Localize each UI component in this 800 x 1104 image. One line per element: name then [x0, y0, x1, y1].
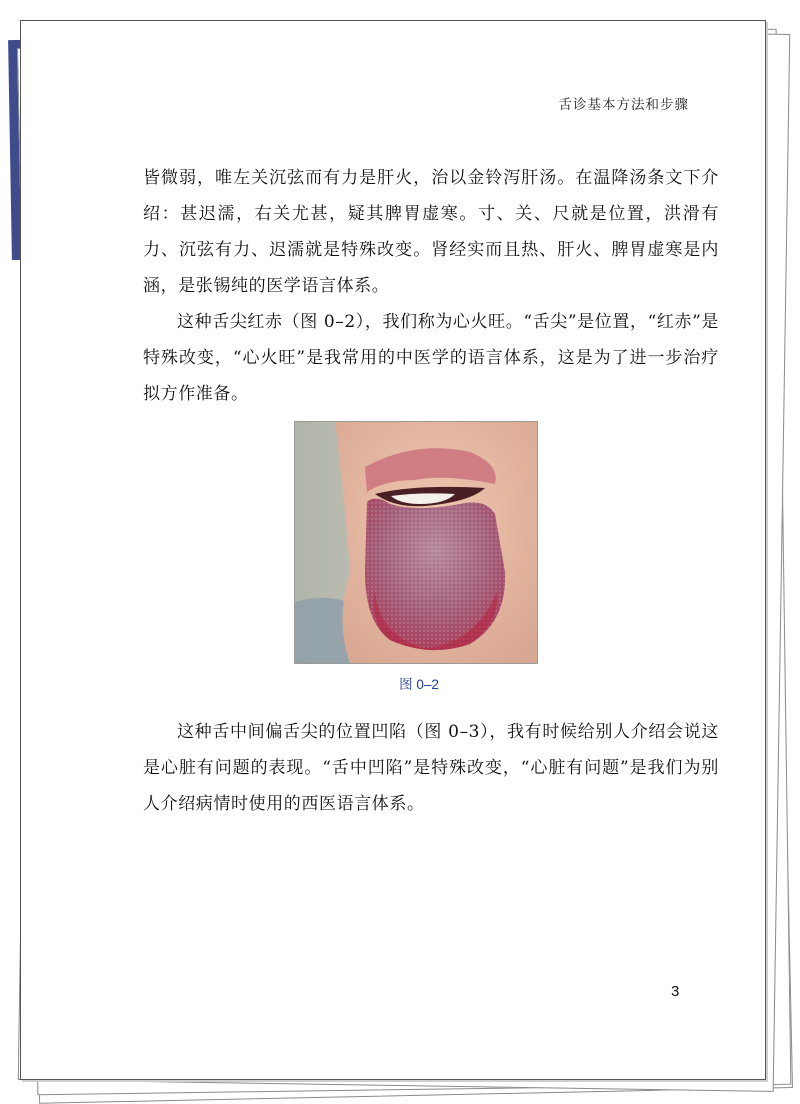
figure-caption: 图 0–2	[399, 677, 439, 692]
paragraph-1: 皆微弱，唯左关沉弦而有力是肝火，治以金铃泻肝汤。在温降汤条文下介绍：甚迟濡，右关尤甚，疑其脾胃虚寒。寸、关、尺就是位置，洪滑有力、沉弦有力、迟濡就是特殊改变。肾经实而且热、肝火、脾胃虚寒是内涵，是张锡纯的医学语言体系。	[143, 168, 719, 296]
tongue-photo	[294, 421, 538, 664]
running-header: 舌诊基本方法和步骤	[558, 97, 689, 113]
book-page	[20, 20, 766, 1080]
page-number: 3	[671, 983, 680, 1000]
paragraph-2: 这种舌尖红赤（图 0–2），我们称为心火旺。“舌尖”是位置，“红赤”是特殊改变，“心火旺”是我常用的中医学的语言体系，这是为了进一步治疗拟方作准备。	[143, 312, 719, 404]
paragraph-3: 这种舌中间偏舌尖的位置凹陷（图 0–3），我有时候给别人介绍会说这是心脏有问题的表现。“舌中凹陷”是特殊改变，“心脏有问题”是我们为别人介绍病情时使用的西医语言体系。	[143, 722, 719, 814]
